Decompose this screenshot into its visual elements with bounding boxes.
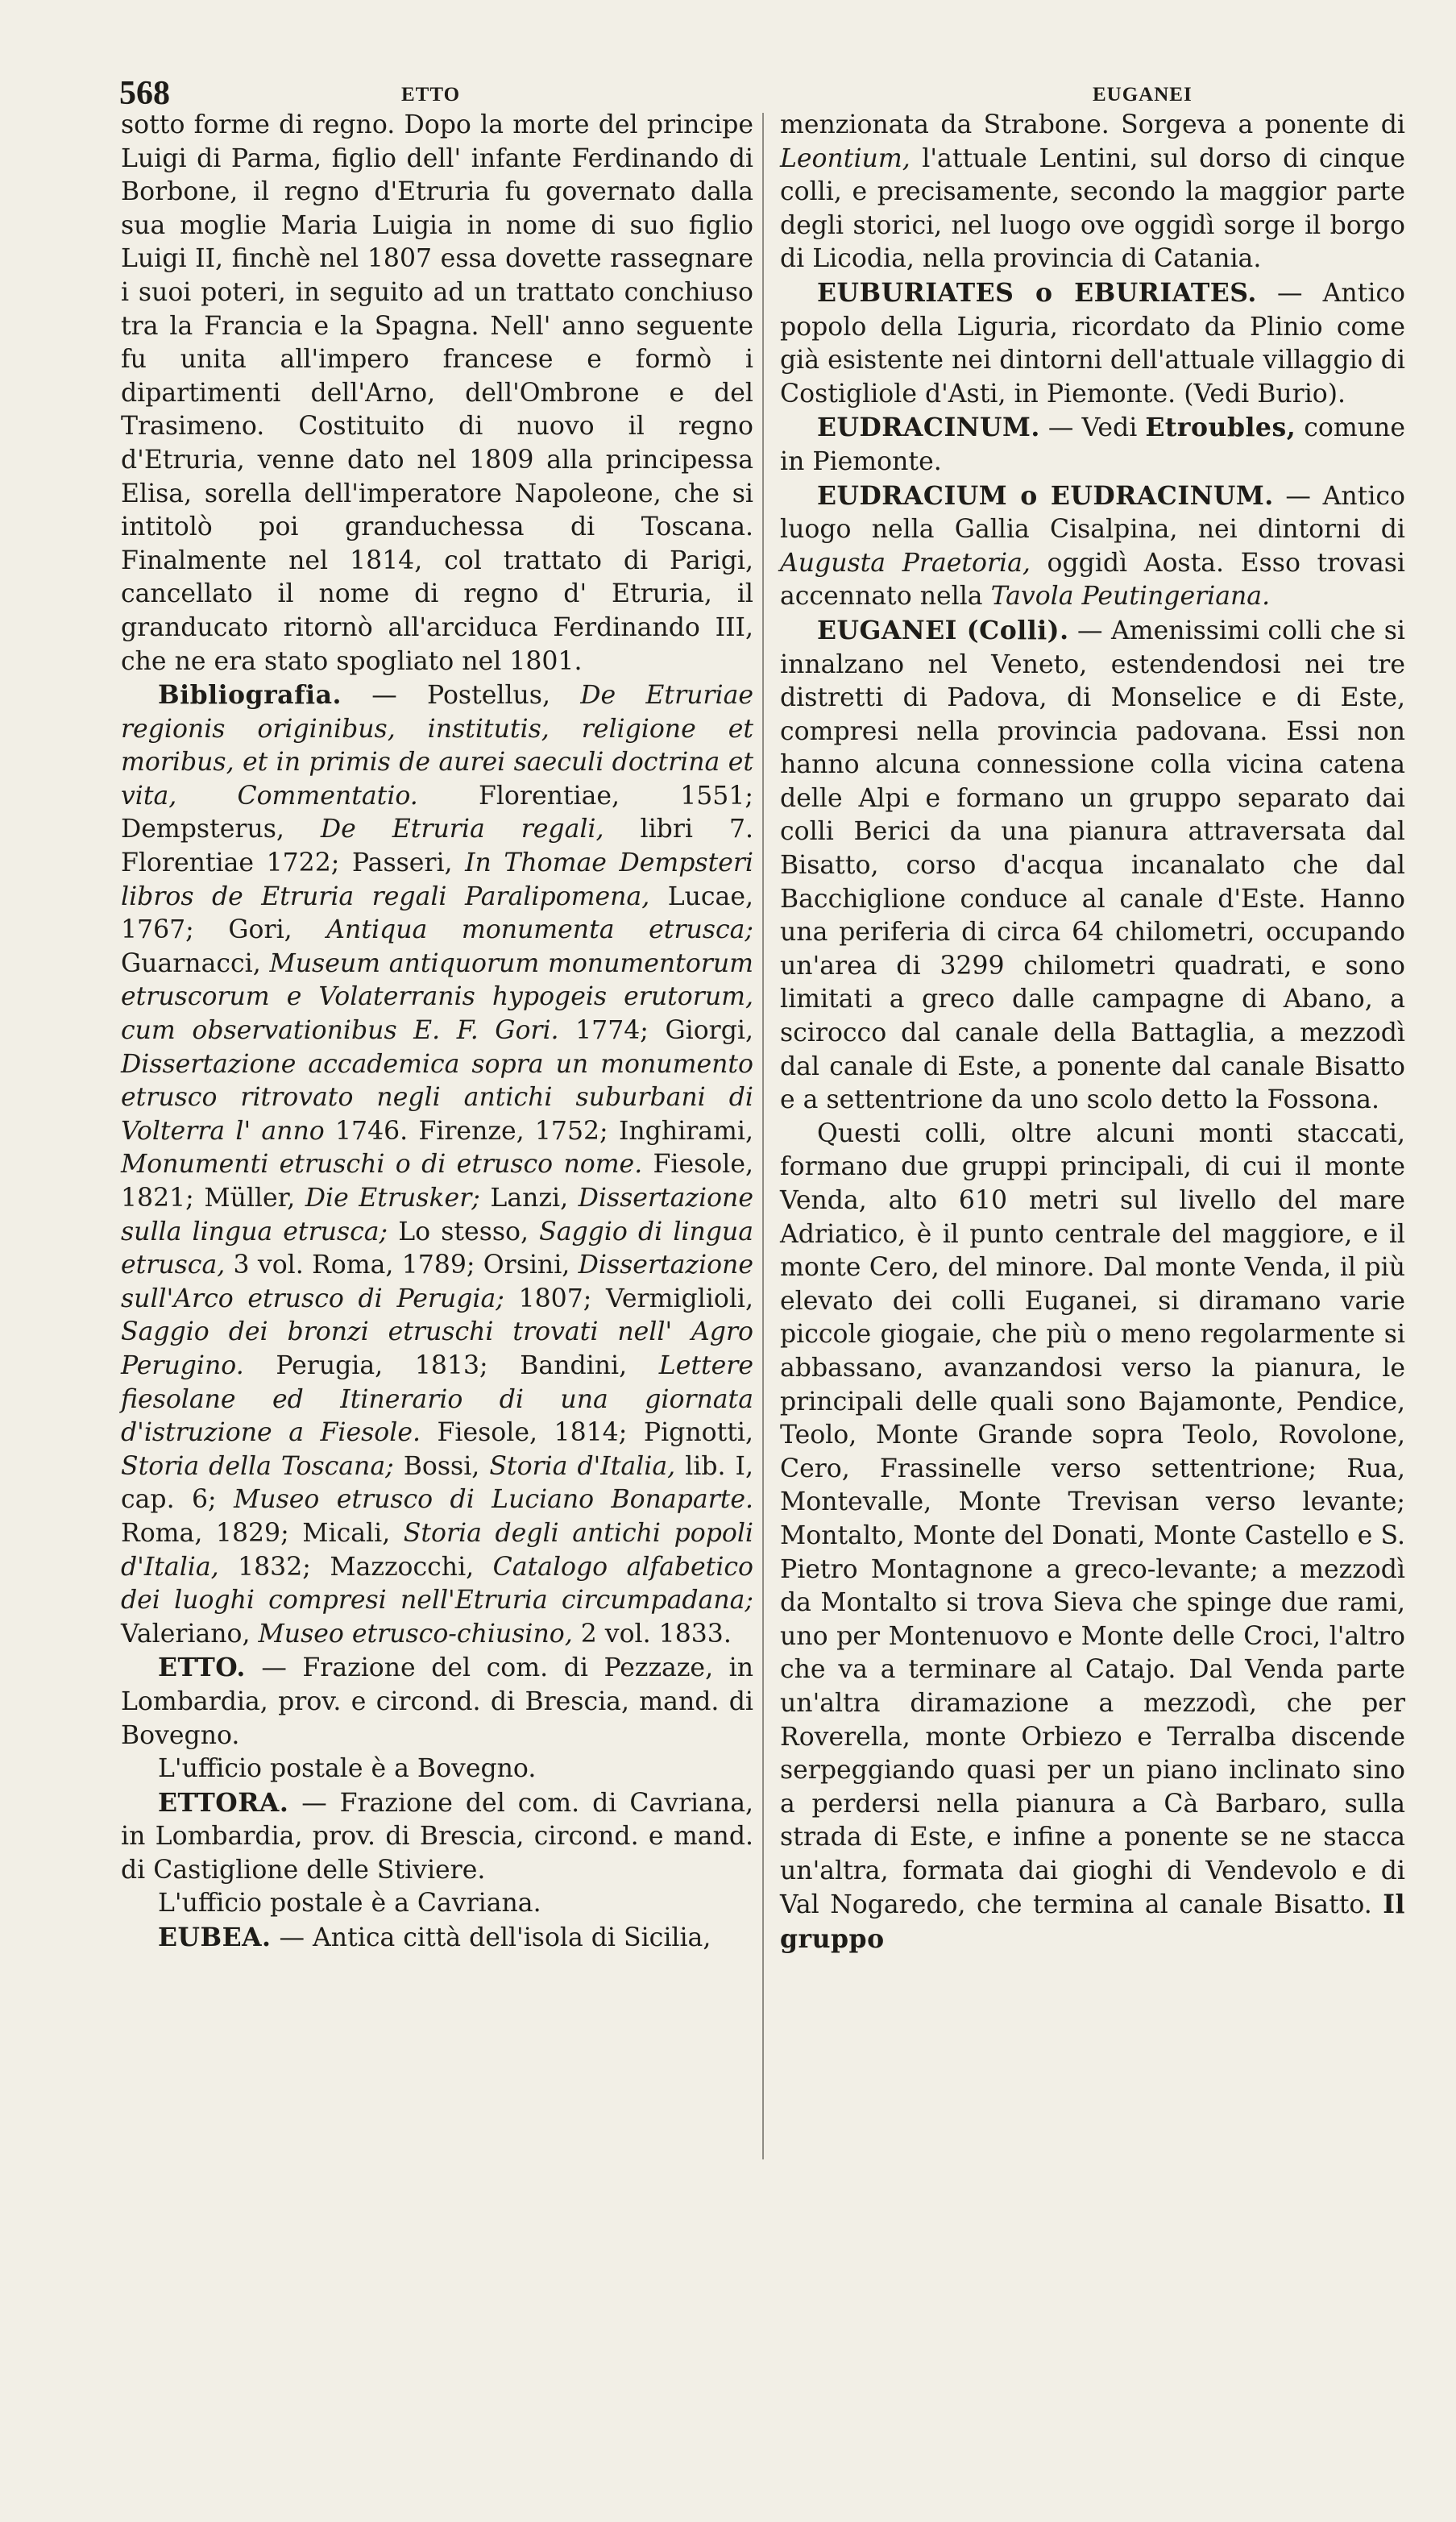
- left-column: [121, 109, 753, 1956]
- bibliography-segment: Monumenti etruschi o di etrusco nome.: [121, 1150, 643, 1180]
- entry-eubea-head: EUBEA.: [158, 1923, 272, 1953]
- bibliography-segment: Guarnacci,: [121, 948, 270, 978]
- bibliography-segment: Lettere fiesolane ed Itinerario di una giornata d'istruzione a Fiesole.: [121, 1350, 753, 1448]
- entry-euburiates: [780, 276, 1405, 411]
- bibliography-segment: Museum antiquorum monumentorum etruscorum e Volaterranis hypogeis erutorum, cum observationibus E. F. Gori.: [121, 948, 753, 1046]
- entry-etto-text: — Frazione del com. di Pezzaze, in Lombardia, prov. e circond. di Brescia, mand. di Bovegno.: [121, 1653, 753, 1750]
- entry-etto-head: ETTO.: [158, 1653, 246, 1683]
- page-number: 568: [119, 75, 170, 112]
- entry-eubea: [121, 1921, 753, 1956]
- bibliography-segment: 2 vol. 1833.: [572, 1619, 732, 1649]
- left-running-head: ETTO: [401, 84, 461, 106]
- bibliography-segment: Storia della Toscana;: [121, 1451, 394, 1481]
- etruria-history-paragraph: sotto forme di regno. Dopo la morte del principe Luigi di Parma, figlio dell' infante Ferdinando di Borbone, il regno d'Etruria fu governato dalla sua moglie Maria Luigia in nome di suo figlio Luigi II, finchè nel 1807 essa dovette rassegnare i suoi poteri, in seguito ad un trattato conchiuso tra la Francia e la Spagna. Nell' anno seguente fu unita all'impero francese e formò i dipartimenti dell'Arno, dell'Ombrone e del Trasimeno. Costituito di nuovo il regno d'Etruria, venne dato nel 1809 alla principessa Elisa, sorella dell'imperatore Napoleone, che si intitolò poi granduchessa di Toscana. Finalmente nel 1814, col trattato di Parigi, cancellato il nome di regno d' Etruria, il granducato ritornò all'arciduca Ferdinando III, che ne era stato spogliato nel 1801.: [121, 110, 753, 676]
- bibliography-segment: libri 7. Florentiae 1722; Passeri,: [121, 815, 754, 878]
- entry-eudracium: [780, 479, 1405, 614]
- bibliography-segment: Museo etrusco-chiusino,: [258, 1619, 573, 1649]
- bibliography-segment: Catalogo alfabetico dei luoghi compresi nell'Etruria circumpadana;: [121, 1552, 753, 1616]
- bibliography-segment: Lucae, 1767; Gori,: [121, 881, 753, 945]
- bibliography-segment: Saggio dei bronzi etruschi trovati nell' Agro Perugino.: [121, 1317, 753, 1380]
- bibliography-segment: lib. I, cap. 6;: [121, 1451, 753, 1515]
- eubea-cont-b: l'attuale Lentini, sul dorso di cinque colli, e precisamente, secondo la maggior parte degli storici, nel luogo ove oggidì sorge il borgo di Licodia, nella provincia di Catania.: [780, 143, 1405, 274]
- entry-euburiates-head: EUBURIATES o EBURIATES.: [817, 277, 1257, 308]
- bibliography-segment: Dissertazione sull'Arco etrusco di Perugia;: [121, 1251, 753, 1313]
- entry-euganei: [780, 614, 1405, 1118]
- entry-euburiates-text: — Antico popolo della Liguria, ricordato da Plinio come già esistente nei dintorni dell'attuale villaggio di Costigliole d'Asti, in Piemonte. (Vedi Burio).: [780, 278, 1405, 409]
- bibliography-segment: Perugia, 1813; Bandini,: [243, 1350, 659, 1380]
- entry-eudracinum-text-a: — Vedi: [1039, 413, 1146, 443]
- entry-eudracium-italic-1: Augusta Praetoria,: [780, 548, 1031, 578]
- bibliography-heading: Bibliografia.: [158, 680, 342, 711]
- bibliography-segment: Dissertazione sulla lingua etrusca;: [121, 1184, 753, 1246]
- eubea-cont-a: menzionata da Strabone. Sorgeva a ponente di: [780, 110, 1405, 139]
- bibliography-segment: Fiesole, 1814; Pignotti,: [420, 1418, 753, 1448]
- column-divider: [762, 113, 764, 2522]
- bibliography-segment: Museo etrusco di Luciano Bonaparte.: [234, 1485, 753, 1515]
- bibliography-segment: 1832; Mazzocchi,: [218, 1552, 493, 1582]
- right-running-head: EUGANEI: [1093, 84, 1193, 106]
- entry-ettora-text: — Frazione del com. di Cavriana, in Lombardia, prov. di Brescia, circond. e mand. di Castiglione delle Stiviere.: [121, 1788, 753, 1885]
- entry-etto: [121, 1651, 753, 1753]
- bibliography-segment: Fiesole, 1821; Müller,: [121, 1150, 753, 1213]
- eubea-cont-italic: Leontium,: [780, 143, 911, 173]
- bibliography-entries: [121, 681, 753, 1649]
- bibliography-segment: Lo stesso,: [388, 1217, 540, 1246]
- bibliography-segment: Lanzi,: [479, 1184, 579, 1213]
- bibliography-segment: Bossi,: [393, 1451, 490, 1481]
- bibliography-segment: 1807; Vermiglioli,: [504, 1284, 753, 1313]
- bibliography-segment: Storia d'Italia,: [489, 1451, 676, 1481]
- bibliography-segment: Antiqua monumenta etrusca;: [326, 915, 753, 945]
- bibliography-segment: In Thomae Dempsteri libros de Etruria regali Paralipomena,: [121, 848, 753, 911]
- entry-etto-post: L'ufficio postale è a Bovegno.: [158, 1754, 537, 1784]
- bibliography-segment: De Etruria regali,: [320, 815, 604, 844]
- bibliography-segment: 1774; Giorgi,: [558, 1016, 753, 1046]
- entry-eudracinum: [780, 411, 1405, 479]
- entry-eudracinum-text-b: comune in Piemonte.: [780, 413, 1405, 476]
- entry-eudracium-text-b: oggidì Aosta. Esso trovasi accennato nella: [780, 548, 1405, 612]
- entry-euganei-text: — Amenissimi colli che si innalzano nel Veneto, estendendosi nei tre distretti di Padova, di Monselice e di Este, compresi nella provincia padovana. Essi non hanno alcuna connessione colla vicina catena delle Alpi e formano un gruppo separato dai colli Berici da una pianura attraversata dal Bisatto, corso d'acqua incanalato che dal Bacchiglione conduce al canale d'Este. Hanno una periferia di circa 64 chilometri, occupando un'area di 3299 chilometri quadrati, e sono limitati a greco dalle campagne di Abano, a scirocco dal canale della Battaglia, a mezzodì dal canale di Este, a ponente dal canale Bisatto e a settentrione da uno scolo detto la Fossona.: [780, 616, 1405, 1115]
- bibliography-segment: — Postellus,: [341, 681, 581, 711]
- bibliography-segment: 1746. Firenze, 1752; Inghirami,: [324, 1116, 753, 1146]
- bibliography-segment: Roma, 1829; Micali,: [121, 1518, 404, 1548]
- euganei-groups-text: Questi colli, oltre alcuni monti staccati, formano due gruppi principali, di cui il monte Venda, alto 610 metri sul livello del mare Adriatico, è il punto centrale del maggiore, e il monte Cero, del minore. Dal monte Venda, il più elevato dei colli Euganei, si diramano varie piccole giogaie, che più o meno regolarmente si abbassano, avanzandosi verso la pianura, le principali delle quali sono Bajamonte, Pendice, Teolo, Monte Grande sopra Teolo, Rovolone, Cero, Frassinelle verso settentrione; Rua, Montevalle, Monte Trevisan verso levante; Montalto, Monte del Donati, Monte Castello e S. Pietro Montagnone a greco-levante; a mezzodì da Montalto si trova Sieva che spinge due rami, uno per Montenuovo e Monte delle Croci, l'altro che va a terminare al Catajo. Dal Venda parte un'altra diramazione a mezzodì, che per Roverella, monte Orbiezo e Terralba discende serpeggiando quasi per un piano inclinato sino a perdersi nella pianura a Cà Barbaro, sulla strada di Este, e infine a ponente se ne stacca un'altra, formata dai gioghi di Vendevolo e di Val Nogaredo, che termina al canale Bisatto.: [780, 1118, 1405, 1920]
- bibliography-segment: Valeriano,: [121, 1619, 259, 1649]
- bibliography-segment: Florentiae, 1551; Dempsterus,: [121, 781, 753, 844]
- bibliography-segment: Dissertazione accademica sopra un monumento etrusco ritrovato negli antichi suburbani di Volterra l' anno: [121, 1049, 753, 1146]
- entry-eudracium-text-a: — Antico luogo nella Gallia Cisalpina, nei dintorni di: [780, 481, 1406, 545]
- bibliography-segment: Die Etrusker;: [305, 1184, 480, 1213]
- bibliography-paragraph: [121, 678, 753, 1651]
- bibliography-segment: Storia degli antichi popoli d'Italia,: [121, 1518, 753, 1582]
- right-column: [780, 109, 1405, 1957]
- entry-eudracium-italic-2: Tavola Peutingeriana.: [990, 582, 1271, 612]
- entry-eubea-text: — Antica città dell'isola di Sicilia,: [271, 1923, 711, 1953]
- entry-ettora: [121, 1786, 753, 1888]
- entry-ettora-post: L'ufficio postale è a Cavriana.: [158, 1889, 541, 1918]
- euganei-groups-bold-tail: Il gruppo: [780, 1889, 1405, 1955]
- entry-eudracium-head: EUDRACIUM o EUDRACINUM.: [817, 480, 1274, 511]
- eubea-continuation: [780, 109, 1405, 276]
- entry-euganei-head: EUGANEI (Colli).: [817, 615, 1069, 645]
- entry-eudracinum-head: EUDRACINUM.: [817, 413, 1040, 443]
- bibliography-segment: 3 vol. Roma, 1789; Orsini,: [225, 1251, 579, 1280]
- bibliography-segment: De Etruriae regionis originibus, institutis, religione et moribus, et in primis de aurei saeculi doctrina et vita, Commentatio.: [121, 681, 753, 811]
- entry-ettora-head: ETTORA.: [158, 1787, 289, 1818]
- euganei-groups-paragraph: [780, 1118, 1405, 1957]
- entry-eudracinum-ref: Etroubles,: [1145, 413, 1296, 443]
- bibliography-segment: Saggio di lingua etrusca,: [121, 1217, 753, 1280]
